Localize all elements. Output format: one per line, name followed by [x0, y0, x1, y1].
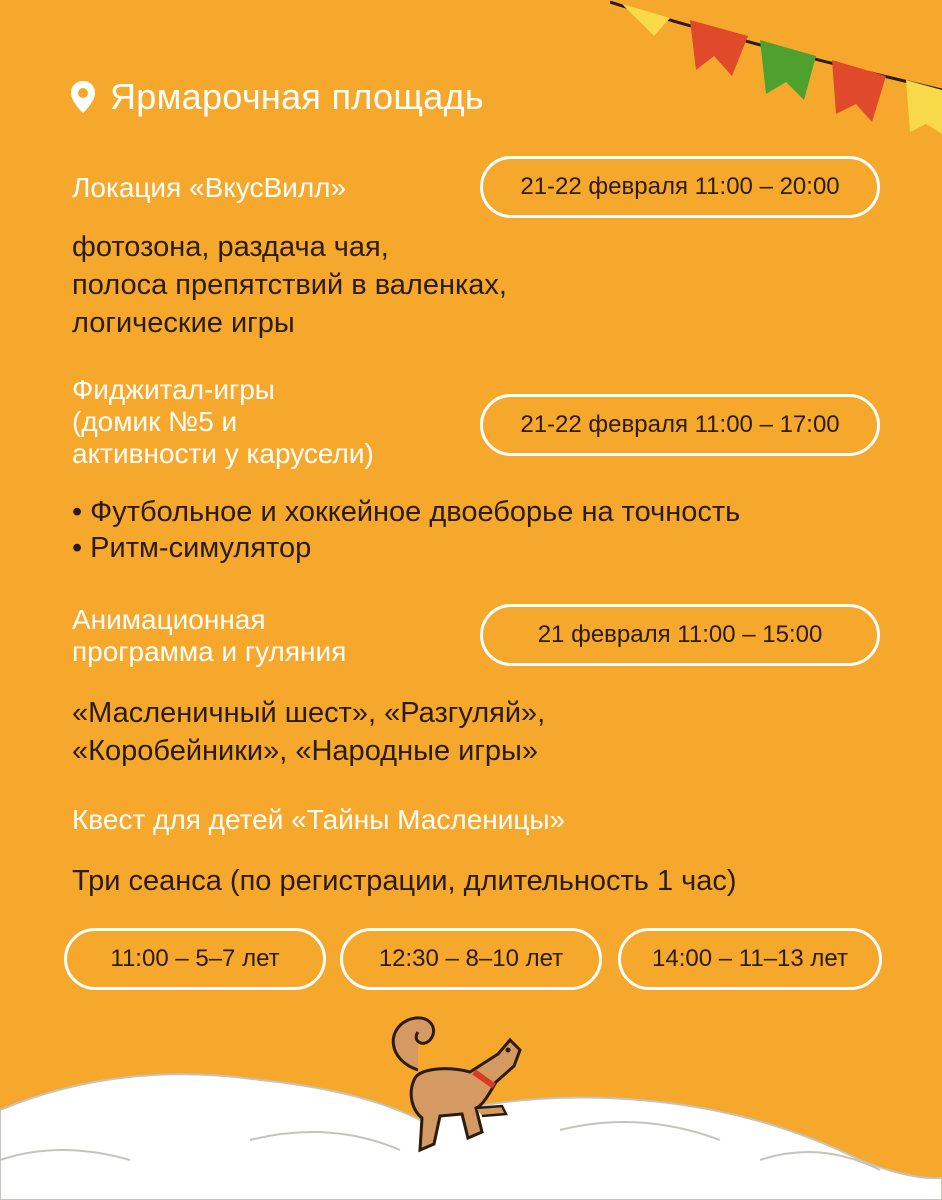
bunting-flags — [610, 0, 942, 140]
session-badge: 14:00 – 11–13 лет — [618, 928, 882, 990]
description-line: фотозона, раздача чая, — [72, 231, 389, 263]
description-line: полоса препятствий в валенках, — [72, 269, 507, 301]
list-item: • Футбольное и хоккейное двоеборье на точность — [72, 494, 740, 530]
description-line: логические игры — [72, 307, 295, 339]
title-line: Фиджитал-игры — [72, 374, 275, 405]
time-badge-vkusvill: 21-22 февраля 11:00 – 20:00 — [480, 156, 880, 218]
section-title-phygital — [72, 374, 374, 470]
section-title-vkusvill: Локация «ВкусВилл» — [72, 172, 347, 203]
phygital-activities-list — [72, 494, 740, 566]
location-title: Ярмарочная площадь — [110, 76, 484, 117]
title-line: программа и гуляния — [72, 636, 347, 667]
description-line: «Масленичный шест», «Разгуляй», — [72, 697, 546, 729]
dog-illustration — [378, 1010, 538, 1160]
session-badge: 11:00 – 5–7 лет — [64, 928, 326, 990]
location-header — [70, 76, 484, 118]
section-description-vkusvill — [72, 228, 507, 342]
session-badge: 12:30 – 8–10 лет — [340, 928, 602, 990]
title-line: активности у карусели) — [72, 438, 374, 469]
title-line: Анимационная — [72, 604, 266, 635]
section-description-animation — [72, 694, 545, 770]
title-line: (домик №5 и — [72, 406, 238, 437]
description-line: «Коробейники», «Народные игры» — [72, 735, 539, 767]
section-title-animation — [72, 604, 346, 668]
section-title-quest: Квест для детей «Тайны Масленицы» — [72, 804, 566, 835]
time-badge-animation: 21 февраля 11:00 – 15:00 — [480, 604, 880, 666]
time-badge-phygital: 21-22 февраля 11:00 – 17:00 — [480, 394, 880, 456]
section-description-quest: Три сеанса (по регистрации, длительность 1 час) — [72, 865, 737, 897]
location-pin-icon — [70, 80, 96, 114]
list-item: • Ритм-симулятор — [72, 530, 740, 566]
